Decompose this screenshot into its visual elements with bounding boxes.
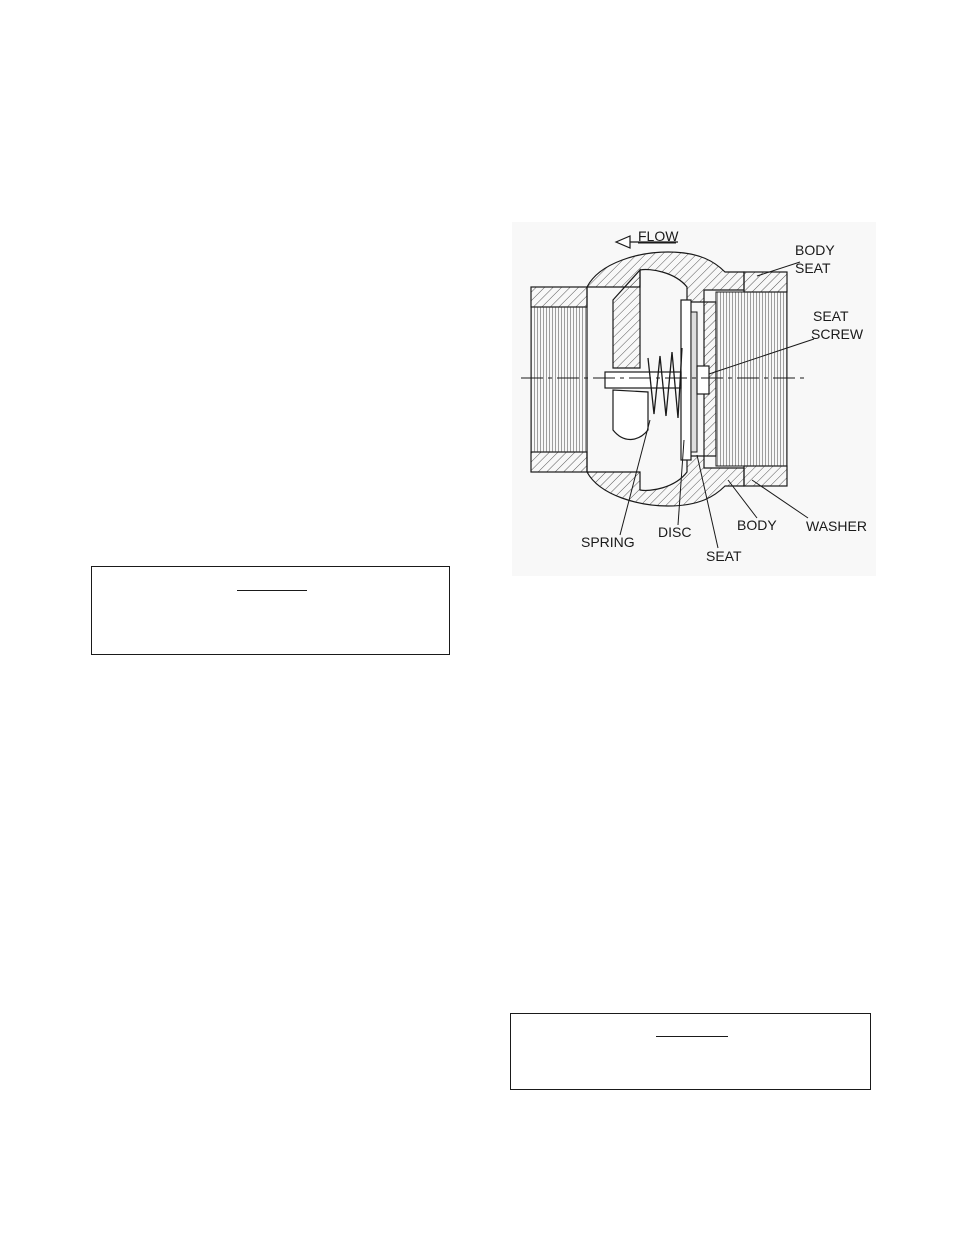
seat bbox=[691, 312, 697, 452]
label-seat: SEAT bbox=[706, 548, 742, 564]
body-right-end bbox=[716, 272, 787, 486]
note-heading-underline bbox=[656, 1036, 728, 1037]
body-left-end bbox=[531, 287, 587, 472]
check-valve-cross-section bbox=[512, 222, 876, 576]
note-box-left bbox=[91, 566, 450, 655]
label-spring: SPRING bbox=[581, 534, 635, 550]
note-box-right bbox=[510, 1013, 871, 1090]
label-flow: FLOW bbox=[638, 228, 679, 244]
label-seat-screw-line2: SCREW bbox=[811, 326, 864, 342]
check-valve-diagram bbox=[512, 222, 876, 576]
label-disc: DISC bbox=[658, 524, 692, 540]
label-body: BODY bbox=[737, 517, 777, 533]
label-body-seat-line2: SEAT bbox=[795, 260, 831, 276]
flow-arrow-icon bbox=[616, 236, 630, 248]
seat-screw bbox=[697, 366, 709, 394]
label-body-seat-line1: BODY bbox=[795, 242, 835, 258]
label-washer: WASHER bbox=[806, 518, 867, 534]
label-seat-screw-line1: SEAT bbox=[813, 308, 849, 324]
disc bbox=[681, 300, 691, 460]
note-heading-underline bbox=[237, 590, 307, 591]
